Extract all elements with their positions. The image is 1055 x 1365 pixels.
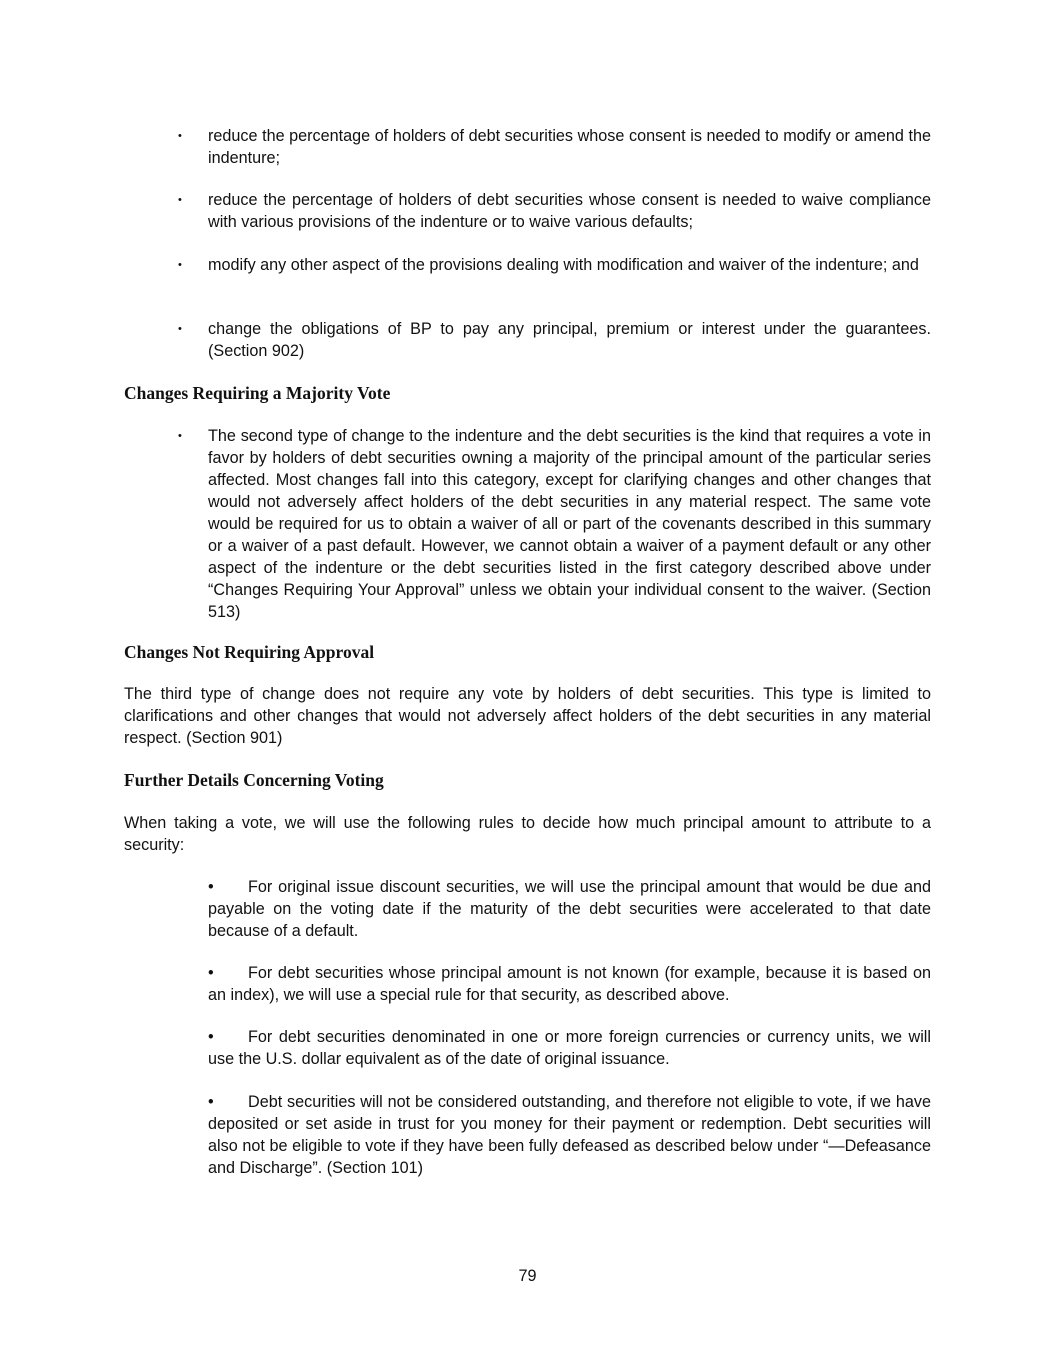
bullet-item: reduce the percentage of holders of debt securities whose consent is needed to waive compliance with various provisions of the indenture or to waive various defaults;	[208, 191, 931, 231]
section-heading-voting: Further Details Concerning Voting	[124, 770, 384, 790]
page-number: 79	[518, 1267, 537, 1285]
list-item-text: For debt securities whose principal amount is not known (for example, because it is based on an index), we will use a special rule for that security, as described above.	[208, 964, 931, 1004]
list-item	[208, 1091, 931, 1179]
bullet-icon: •	[178, 130, 182, 142]
list-item-text: For original issue discount securities, we will use the principal amount that would be due and payable on the voting date if the maturity of the debt securities were accelerated to that date because of a default.	[208, 878, 931, 940]
bullet-icon: •	[208, 878, 214, 896]
bullet-icon: •	[178, 194, 182, 206]
bullet-item: reduce the percentage of holders of debt securities whose consent is needed to modify or amend the indenture;	[208, 127, 931, 167]
bullet-item: change the obligations of BP to pay any principal, premium or interest under the guarantees. (Section 902)	[208, 320, 931, 360]
bullet-item: The second type of change to the indenture and the debt securities is the kind that requires a vote in favor by holders of debt securities owning a majority of the principal amount of the particular series affected. Most changes fall into this category, except for clarifying changes and other changes that would not adversely affect holders of the debt securities in any material respect. The same vote would be required for us to obtain a waiver of all or part of the covenants described in this summary or a waiver of a past default. However, we cannot obtain a waiver of a payment default or any other aspect of the indenture or the debt securities listed in the first category described above under “Changes Requiring Your Approval” unless we obtain your individual consent to the waiver. (Section 513)	[208, 427, 931, 621]
bullet-icon: •	[178, 323, 182, 335]
paragraph: When taking a vote, we will use the following rules to decide how much principal amount to attribute to a security:	[124, 814, 931, 854]
list-item	[208, 876, 931, 942]
list-item	[208, 1026, 931, 1070]
bullet-icon: •	[178, 430, 182, 442]
bullet-icon: •	[208, 964, 214, 982]
list-item	[208, 962, 931, 1006]
bullet-icon: •	[178, 259, 182, 271]
bullet-icon: •	[208, 1093, 214, 1111]
list-item-text: Debt securities will not be considered outstanding, and therefore not eligible to vote, if we have deposited or set aside in trust for you money for their payment or redemption. Debt securities will also not be eligible to vote if they have been fully defeased as described below under “—Defeasance and Discharge”. (Section 101)	[208, 1093, 931, 1177]
section-heading-not-requiring-approval: Changes Not Requiring Approval	[124, 642, 375, 662]
bullet-icon: •	[208, 1028, 214, 1046]
bullet-item: modify any other aspect of the provisions dealing with modification and waiver of the indenture; and	[208, 256, 919, 274]
section-heading-majority-vote: Changes Requiring a Majority Vote	[124, 383, 391, 403]
paragraph: The third type of change does not require any vote by holders of debt securities. This type is limited to clarifications and other changes that would not adversely affect holders of the debt securities in any material respect. (Section 901)	[124, 685, 931, 747]
list-item-text: For debt securities denominated in one or more foreign currencies or currency units, we will use the U.S. dollar equivalent as of the date of original issuance.	[208, 1028, 931, 1068]
